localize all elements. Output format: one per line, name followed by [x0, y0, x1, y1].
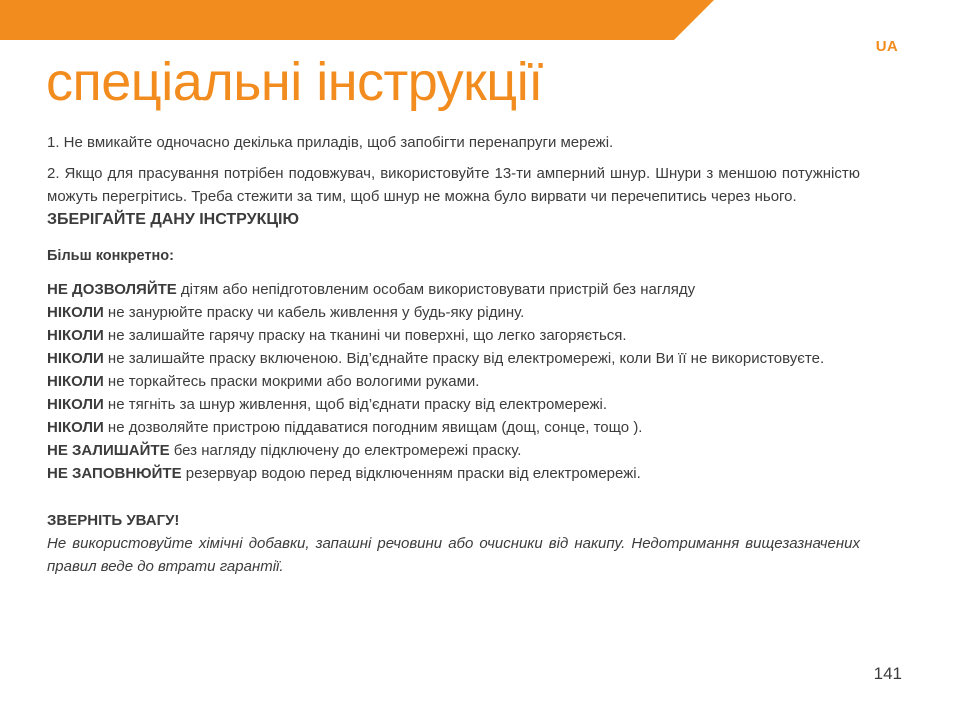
- rule-lead: НІКОЛИ: [47, 304, 104, 321]
- rule-lead: НЕ ЗАПОВНЮЙТЕ: [47, 465, 182, 482]
- header-orange-band: [0, 0, 954, 40]
- rule-item: [47, 416, 860, 439]
- intro-paragraph-2: 2. Якщо для прасування потрібен подовжувач, використовуйте 13-ти амперний шнур. Шнури з меншою потужністю можуть перегрітись. Треба стежити за тим, щоб шнур не можна було вирвати чи перечепитись через нього.: [47, 165, 860, 205]
- rule-text: не дозволяйте пристрою піддаватися погодним явищам (дощ, сонце, тощо ).: [103, 419, 643, 436]
- rule-text: не занурюйте праску чи кабель живлення у будь-яку рідину.: [103, 304, 525, 321]
- rule-item: [47, 324, 860, 347]
- rule-text: не залишайте гарячу праску на тканині чи поверхні, що легко загоряється.: [103, 327, 627, 344]
- rule-text: без нагляду підключену до електромережі праску.: [169, 442, 522, 459]
- header-band-shape: [0, 0, 954, 40]
- rule-item: [47, 347, 860, 370]
- rule-text: дітям або непідготовленим особам використовувати пристрій без нагляду: [176, 281, 696, 298]
- rule-item: [47, 370, 860, 393]
- rules-list: [47, 278, 860, 485]
- rule-lead: НЕ ДОЗВОЛЯЙТЕ: [47, 281, 177, 298]
- rule-item: [47, 439, 860, 462]
- rule-item: [47, 278, 860, 301]
- rule-text: резервуар водою перед відключенням праски від електромережі.: [181, 465, 641, 482]
- rule-lead: НІКОЛИ: [47, 396, 104, 413]
- rule-text: не залишайте праску включеною. Від’єднайте праску від електромережі, коли Ви її не використовуєте.: [103, 350, 825, 367]
- instructions-content: [47, 131, 860, 578]
- warning-text: Не використовуйте хімічні добавки, запашні речовини або очисники від накипу. Недотримання вищезазначених правил веде до втрати гарантії.: [47, 535, 860, 575]
- rule-text: не торкайтесь праски мокрими або вологими руками.: [103, 373, 480, 390]
- save-instructions-heading: ЗБЕРІГАЙТЕ ДАНУ ІНСТРУКЦІЮ: [47, 211, 299, 228]
- rule-item: [47, 301, 860, 324]
- specifically-heading: Більш конкретно:: [47, 248, 174, 264]
- page-number: 141: [873, 664, 902, 683]
- page-title: спеціальні інструкції: [46, 52, 543, 112]
- rule-lead: НІКОЛИ: [47, 373, 104, 390]
- rule-lead: НЕ ЗАЛИШАЙТЕ: [47, 442, 170, 459]
- rule-item: [47, 393, 860, 416]
- rule-lead: НІКОЛИ: [47, 419, 104, 436]
- warning-heading: ЗВЕРНІТЬ УВАГУ!: [47, 512, 180, 529]
- rule-lead: НІКОЛИ: [47, 327, 104, 344]
- intro-paragraph-1: 1. Не вмикайте одночасно декілька приладів, щоб запобігти перенапруги мережі.: [47, 134, 614, 151]
- language-badge: UA: [875, 38, 898, 55]
- rule-lead: НІКОЛИ: [47, 350, 104, 367]
- rule-text: не тягніть за шнур живлення, щоб від’єднати праску від електромережі.: [103, 396, 607, 413]
- rule-item: [47, 462, 860, 485]
